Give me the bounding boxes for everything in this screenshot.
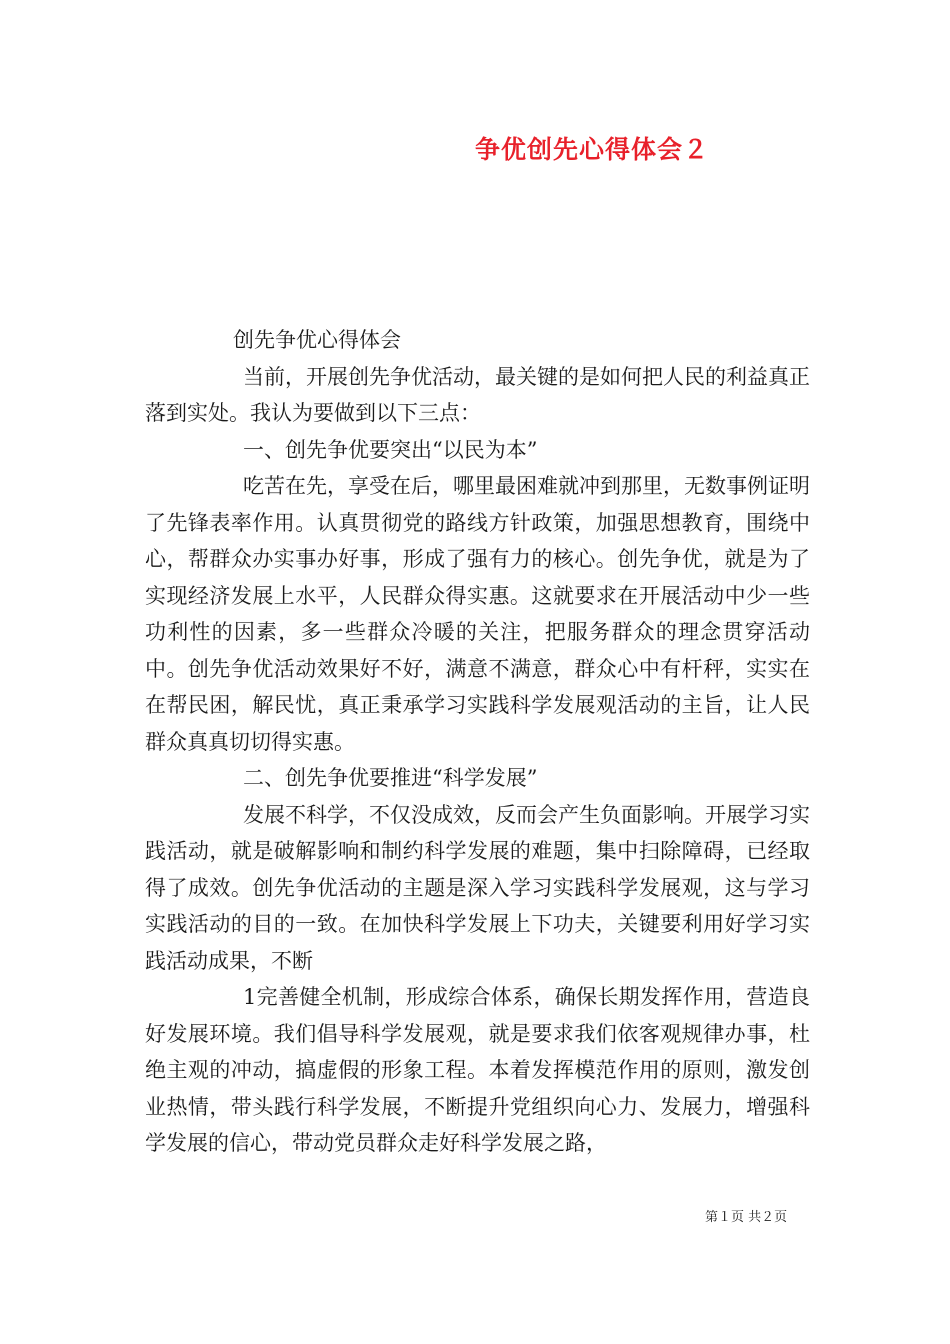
document-body	[145, 322, 810, 1162]
page-footer: 第１页 共２页	[705, 1210, 788, 1225]
document-title: 争优创先心得体会２	[475, 135, 710, 164]
paragraph-subtitle: 创先争优心得体会	[233, 328, 401, 352]
paragraph-intro: 当前，开展创先争优活动，最关键的是如何把人民的利益真正落到实处。我认为要做到以下三点：	[145, 364, 810, 425]
section-heading-1: 一、创先争优要突出“以民为本”	[243, 437, 538, 462]
paragraph-section-2: 发展不科学，不仅没成效，反而会产生负面影响。开展学习实践活动，就是破解影响和制约科学发展的难题，集中扫除障碍，已经取得了成效。创先争优活动的主题是深入学习实践科学发展观，这与学习实践活动的目的一致。在加快科学发展上下功夫，关键要利用好学习实践活动成果，不断	[145, 802, 810, 973]
paragraph-section-1: 吃苦在先，享受在后，哪里最困难就冲到那里，无数事例证明了先锋表率作用。认真贯彻党的路线方针政策，加强思想教育，围绕中心，帮群众办实事办好事，形成了强有力的核心。创先争优，就是为了实现经济发展上水平，人民群众得实惠。这就要求在开展活动中少一些功利性的因素，多一些群众冷暖的关注，把服务群众的理念贯穿活动中。创先争优活动效果好不好，满意不满意，群众心中有杆秤，实实在在帮民困，解民忧，真正秉承学习实践科学发展观活动的主旨，让人民群众真真切切得实惠。	[145, 474, 810, 754]
section-heading-2: 二、创先争优要推进“科学发展”	[243, 766, 538, 790]
paragraph-section-2-cont: 1完善健全机制，形成综合体系，确保长期发挥作用，营造良好发展环境。我们倡导科学发展观，就是要求我们依客观规律办事，杜绝主观的冲动，搞虚假的形象工程。本着发挥模范作用的原则，激发创业热情，带头践行科学发展，不断提升党组织向心力、发展力，增强科学发展的信心，带动党员群众走好科学发展之路，	[145, 985, 810, 1155]
